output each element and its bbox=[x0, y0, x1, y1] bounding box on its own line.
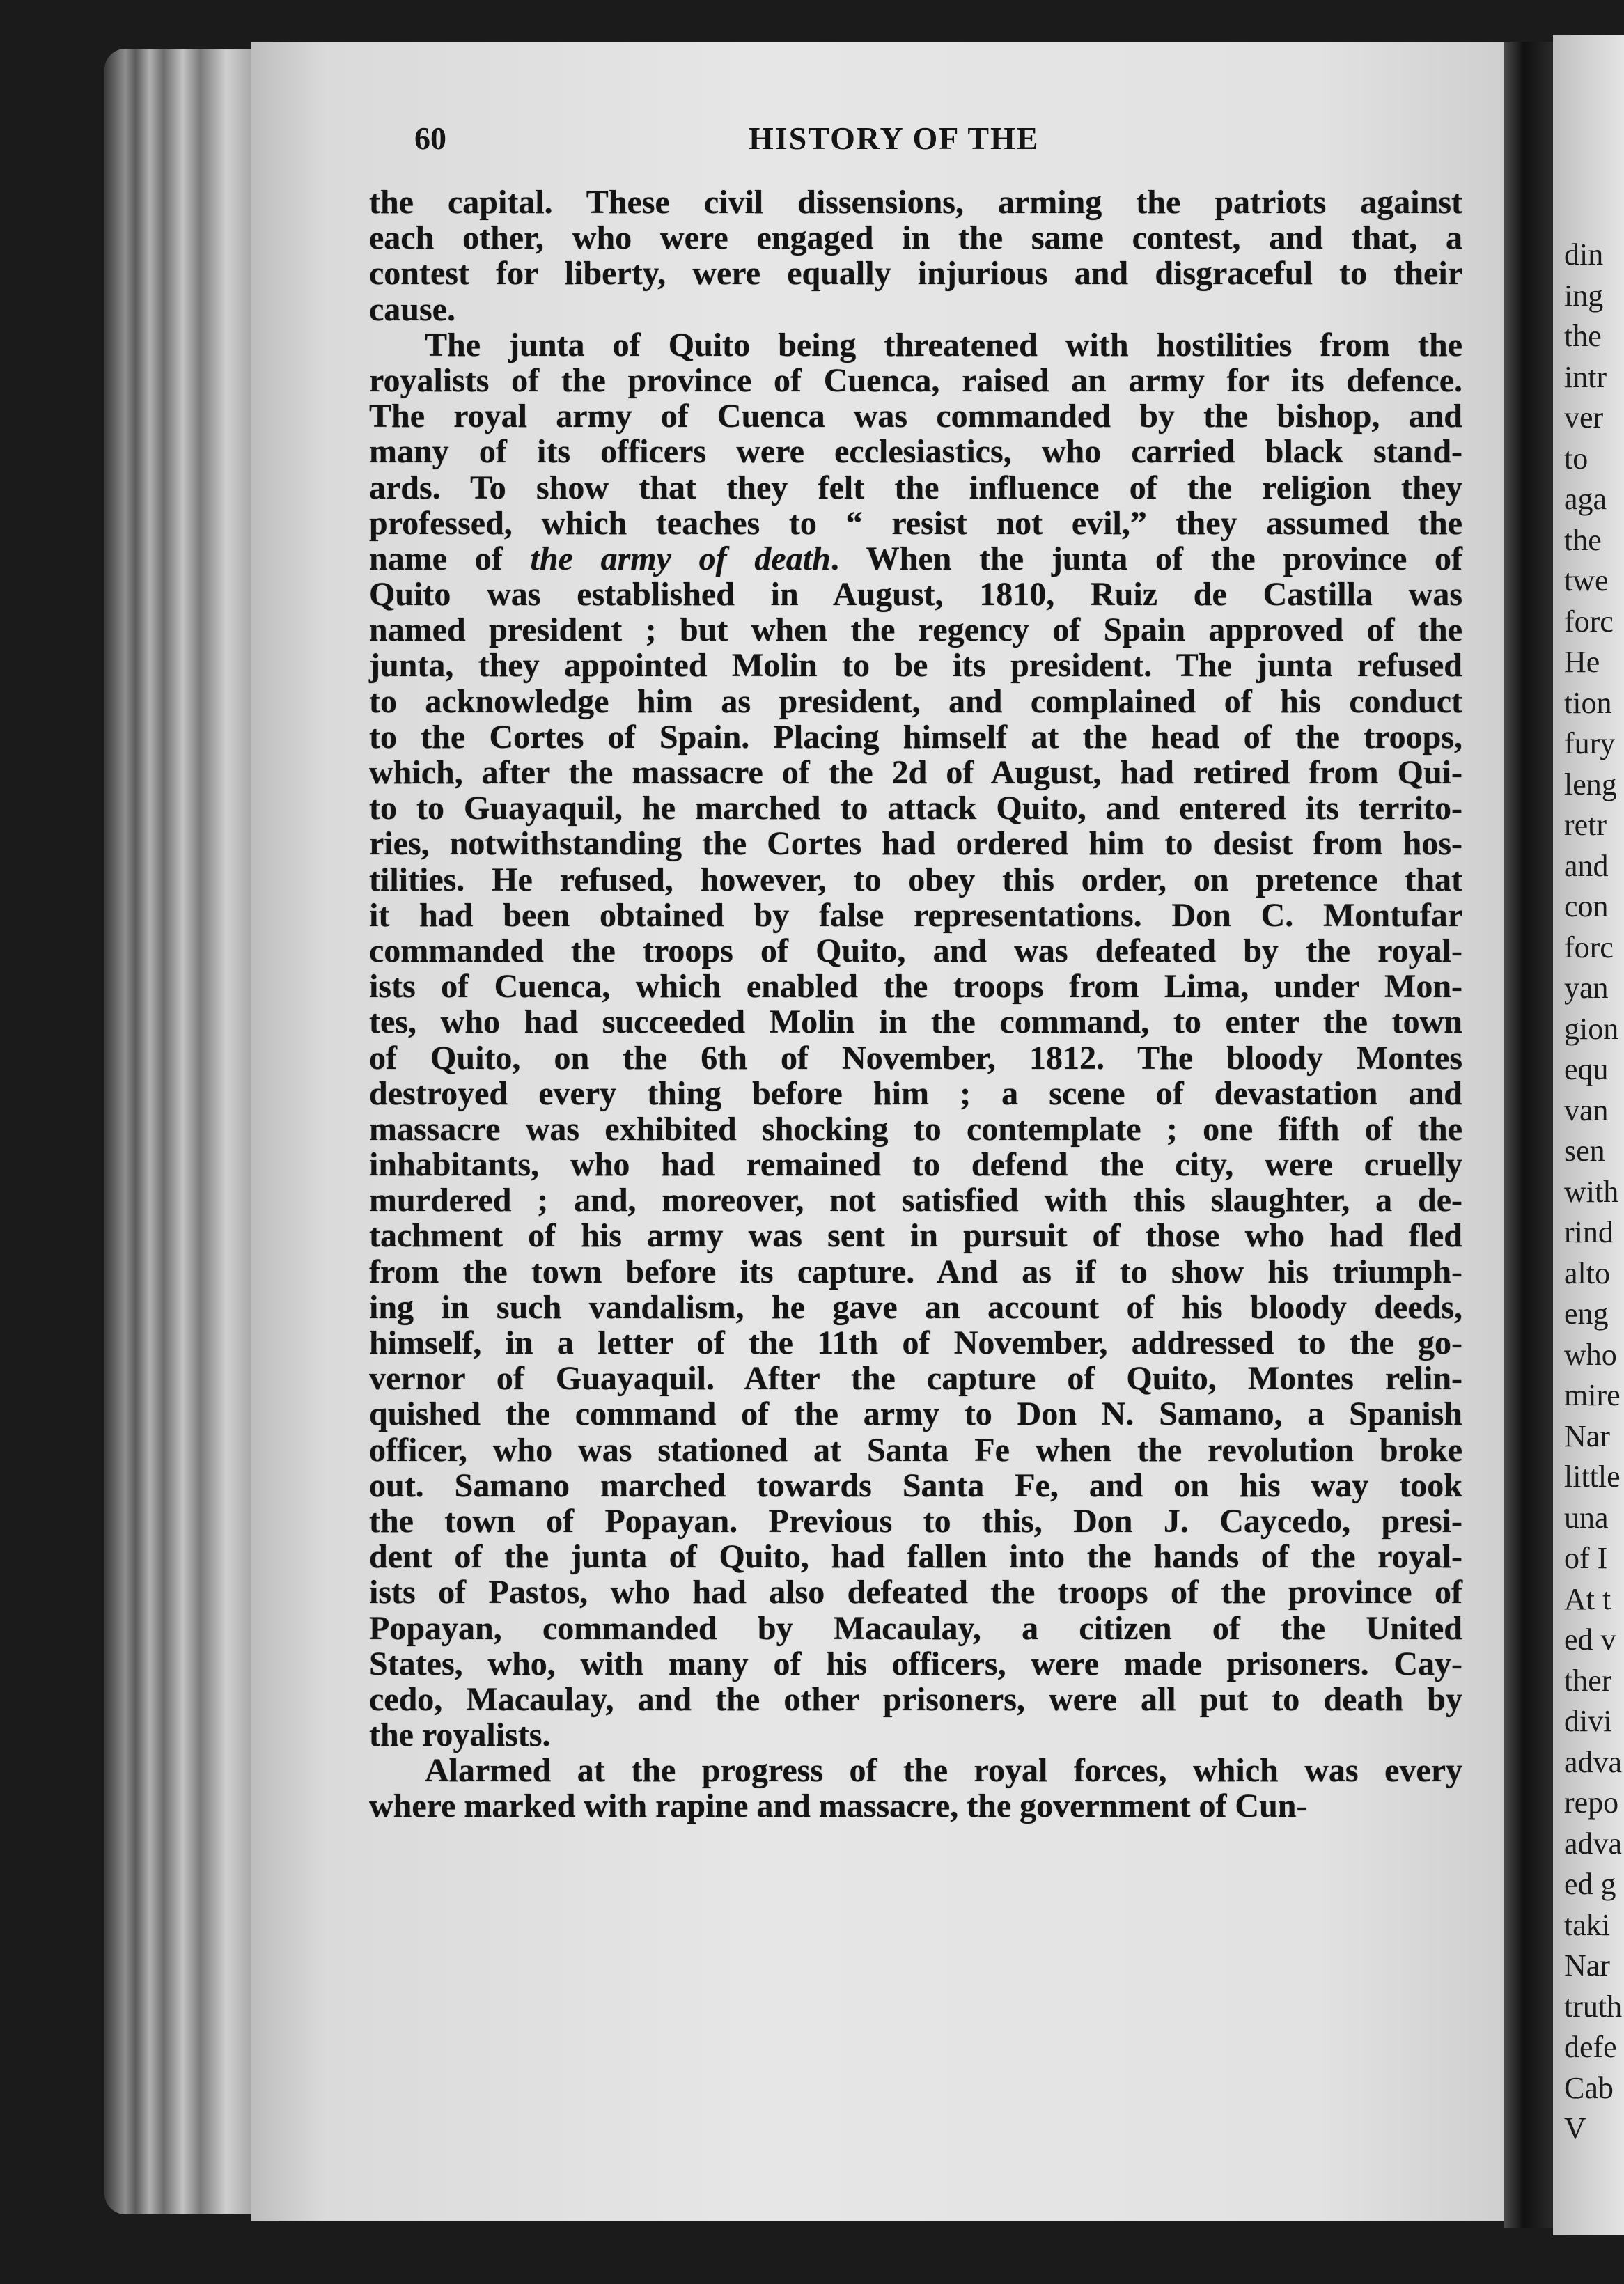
text-line: each other, who were engaged in the same contest, and that, a bbox=[369, 219, 1462, 257]
text-line: name of the army of death. When the junta of the province of bbox=[369, 540, 1462, 577]
facing-page-fragment: intr bbox=[1564, 359, 1607, 394]
text-line: officer, who was stationed at Santa Fe when the revolution broke bbox=[369, 1431, 1462, 1469]
text-line: it had been obtained by false representations. Don C. Montufar bbox=[369, 896, 1462, 934]
text-line: inhabitants, who had remained to defend the city, were cruelly bbox=[369, 1146, 1462, 1184]
facing-page-fragment: din bbox=[1564, 237, 1604, 272]
running-head: HISTORY OF THE bbox=[749, 120, 1040, 156]
page-header bbox=[0, 0, 1624, 156]
facing-page-fragment: repo bbox=[1564, 1785, 1619, 1820]
text-line: to the Cortes of Spain. Placing himself at the head of the troops, bbox=[369, 718, 1462, 756]
facing-page-fragment: Cab bbox=[1564, 2070, 1614, 2105]
facing-page-fragment: adva bbox=[1564, 1744, 1623, 1779]
facing-page-fragment: little bbox=[1564, 1460, 1621, 1494]
facing-page-fragment: divi bbox=[1564, 1704, 1612, 1738]
facing-page-fragment: defe bbox=[1564, 2030, 1617, 2064]
text-line: vernor of Guayaquil. After the capture of Quito, Montes relin- bbox=[369, 1360, 1462, 1398]
facing-page-fragment: van bbox=[1564, 1093, 1609, 1127]
text-line: dent of the junta of Quito, had fallen into the hands of the royal- bbox=[369, 1538, 1462, 1576]
page-number: 60 bbox=[414, 120, 446, 156]
text-line: where marked with rapine and massacre, the government of Cun- bbox=[369, 1788, 1308, 1825]
facing-page-fragment: who bbox=[1564, 1337, 1617, 1372]
text-line: Popayan, commanded by Macaulay, a citizen of the United bbox=[369, 1609, 1462, 1647]
facing-page-fragment: ed g bbox=[1564, 1867, 1616, 1901]
text-line: ards. To show that they felt the influence of the religion they bbox=[369, 469, 1462, 506]
facing-page-fragment: the bbox=[1564, 319, 1602, 353]
facing-page-fragment: aga bbox=[1564, 482, 1607, 516]
text-line: from the town before its capture. And as if to show his triumph- bbox=[369, 1253, 1462, 1290]
facing-page-fragment: forc bbox=[1564, 604, 1614, 639]
facing-page-fragment: V bbox=[1564, 2111, 1586, 2145]
text-line: tilities. He refused, however, to obey this order, on pretence that bbox=[369, 861, 1462, 898]
text-line: commanded the troops of Quito, and was defeated by the royal- bbox=[369, 932, 1462, 969]
facing-page-fragment: retr bbox=[1564, 808, 1607, 842]
text-line: the capital. These civil dissensions, arming the patriots against bbox=[369, 184, 1462, 221]
facing-page-fragment: ing bbox=[1564, 278, 1604, 313]
facing-page-fragment: Nar bbox=[1564, 1418, 1610, 1453]
text-line: Quito was established in August, 1810, Ruiz de Castilla was bbox=[369, 576, 1462, 613]
facing-page-fragment: gion bbox=[1564, 1011, 1619, 1046]
text-line: ists of Pastos, who had also defeated the troops of the province of bbox=[369, 1574, 1462, 1611]
text-line: cedo, Macaulay, and the other prisoners, were all put to death by bbox=[369, 1680, 1462, 1718]
page-body-text bbox=[369, 185, 1462, 1824]
facing-page-fragment: truth bbox=[1564, 1989, 1623, 2024]
text-line: the town of Popayan. Previous to this, Don J. Caycedo, presi- bbox=[369, 1502, 1462, 1540]
text-line: ries, notwithstanding the Cortes had ordered him to desist from hos- bbox=[369, 825, 1462, 863]
text-line: himself, in a letter of the 11th of November, addressed to the go- bbox=[369, 1324, 1462, 1361]
text-line: destroyed every thing before him ; a scene of devastation and bbox=[369, 1074, 1462, 1112]
text-line: which, after the massacre of the 2d of August, had retired from Qui- bbox=[369, 754, 1462, 791]
text-line: States, who, with many of his officers, were made prisoners. Cay- bbox=[369, 1645, 1462, 1682]
facing-page-fragment: fury bbox=[1564, 726, 1616, 760]
facing-page-fragment: to bbox=[1564, 441, 1588, 476]
text-line: Alarmed at the progress of the royal forces, which was every bbox=[425, 1752, 1462, 1790]
paragraph-p1 bbox=[369, 185, 1462, 327]
facing-page-fragment: alto bbox=[1564, 1256, 1610, 1290]
facing-page-fragment: equ bbox=[1564, 1052, 1609, 1086]
book-gutter bbox=[1504, 42, 1553, 2228]
facing-page-fragment: ver bbox=[1564, 400, 1604, 435]
text-line: the royalists. bbox=[369, 1716, 551, 1754]
text-line: tes, who had succeeded Molin in the command, to enter the town bbox=[369, 1003, 1462, 1041]
text-line: to to Guayaquil, he marched to attack Quito, and entered its territo- bbox=[369, 790, 1462, 827]
text-line: The royal army of Cuenca was commanded by the bishop, and bbox=[369, 398, 1462, 435]
facing-page-fragment: taki bbox=[1564, 1907, 1610, 1942]
facing-page-fragment: of I bbox=[1564, 1541, 1608, 1575]
text-line: professed, which teaches to “ resist not evil,” they assumed the bbox=[369, 504, 1462, 542]
text-line: tachment of his army was sent in pursuit of those who had fled bbox=[369, 1217, 1462, 1255]
paragraph-p3 bbox=[369, 1753, 1462, 1824]
text-line: quished the command of the army to Don N. Samano, a Spanish bbox=[369, 1395, 1462, 1433]
facing-page-fragment: una bbox=[1564, 1500, 1609, 1535]
facing-page-fragment: adva bbox=[1564, 1826, 1623, 1861]
facing-page-fragment: leng bbox=[1564, 767, 1617, 801]
italic-phrase: the army of death bbox=[530, 540, 831, 577]
facing-page-fragment: mire bbox=[1564, 1378, 1621, 1412]
text-line: The junta of Quito being threatened with hostilities from the bbox=[425, 326, 1462, 363]
text-line: ing in such vandalism, he gave an account of his bloody deeds, bbox=[369, 1288, 1462, 1326]
text-line: to acknowledge him as president, and complained of his conduct bbox=[369, 682, 1462, 720]
text-line: royalists of the province of Cuenca, raised an army for its defence. bbox=[369, 361, 1462, 399]
facing-page-fragment: Nar bbox=[1564, 1948, 1610, 1982]
facing-page-fragment: rind bbox=[1564, 1215, 1614, 1249]
text-line: contest for liberty, were equally injurious and disgraceful to their bbox=[369, 255, 1462, 292]
text-line: of Quito, on the 6th of November, 1812. The bloody Montes bbox=[369, 1039, 1462, 1077]
facing-page-fragment: sen bbox=[1564, 1134, 1605, 1168]
text-line: massacre was exhibited shocking to contemplate ; one fifth of the bbox=[369, 1110, 1462, 1148]
text-line: ists of Cuenca, which enabled the troops from Lima, under Mon- bbox=[369, 968, 1462, 1006]
facing-page-fragment: con bbox=[1564, 889, 1609, 923]
text-line: many of its officers were ecclesiastics, who carried black stand- bbox=[369, 433, 1462, 471]
facing-page-fragment: yan bbox=[1564, 971, 1609, 1005]
facing-page-fragment: twe bbox=[1564, 563, 1609, 597]
facing-page-fragment: At t bbox=[1564, 1581, 1611, 1616]
paragraph-p2 bbox=[369, 327, 1462, 1753]
facing-page-fragment: ed v bbox=[1564, 1622, 1616, 1657]
facing-page-fragment: He bbox=[1564, 645, 1600, 679]
text-line: junta, they appointed Molin to be its president. The junta refused bbox=[369, 647, 1462, 685]
facing-page-fragment: tion bbox=[1564, 685, 1612, 720]
text-line: out. Samano marched towards Santa Fe, and on his way took bbox=[369, 1466, 1462, 1504]
facing-page-fragment: eng bbox=[1564, 1297, 1609, 1331]
text-line: cause. bbox=[369, 290, 455, 328]
facing-page-edge bbox=[1553, 35, 1624, 2235]
facing-page-fragment: forc bbox=[1564, 930, 1614, 964]
facing-page-fragment: the bbox=[1564, 522, 1602, 557]
text-line: murdered ; and, moreover, not satisfied with this slaughter, a de- bbox=[369, 1182, 1462, 1219]
text-line: named president ; but when the regency of Spain approved of the bbox=[369, 611, 1462, 649]
facing-page-fragment: and bbox=[1564, 848, 1609, 883]
facing-page-fragment: ther bbox=[1564, 1663, 1612, 1698]
facing-page-fragment: with bbox=[1564, 1174, 1619, 1209]
